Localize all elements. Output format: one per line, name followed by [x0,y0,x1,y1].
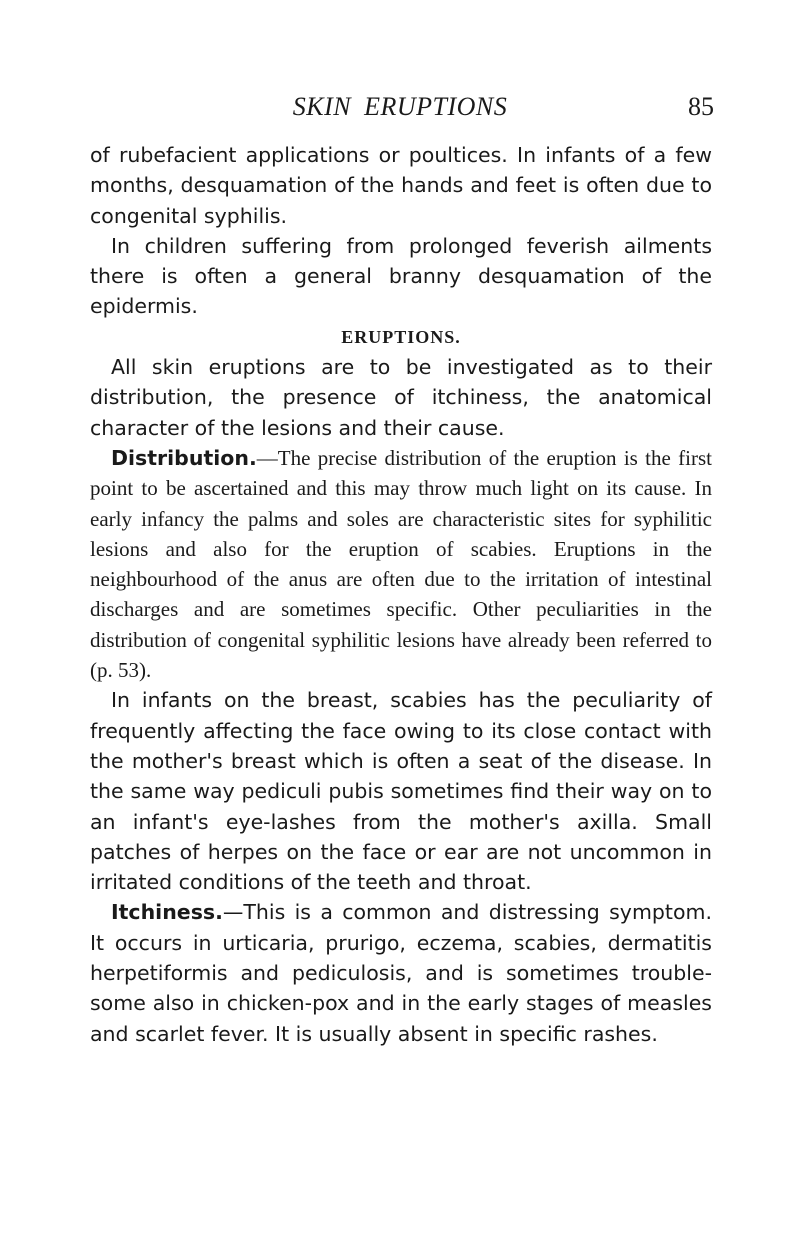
paragraph-eruptions-intro: All skin eruptions are to be investigated as to their distribution, the presence of itchiness, the anatomical character of the lesions and their cause. [90,355,712,440]
run-in-heading-itchiness: Itchiness. [111,900,223,925]
paragraph-desquamation: In children suffering from prolonged feverish ailments there is often a general branny desquamation of the epidermis. [90,233,712,319]
run-in-heading-distribution: Distribution. [111,445,257,470]
running-head-title: SKIN ERUPTIONS [292,92,508,121]
section-heading-eruptions: ERUPTIONS. [341,326,461,347]
paragraph-distribution [90,443,712,685]
paragraph-continuation: of rubefacient applications or poultices. In infants of a few months, desquamation of the hands and feet is often due to congenital syphilis. [90,143,712,228]
body-text [90,140,712,1049]
running-head [0,92,800,126]
paragraph-infants-breast: In infants on the breast, scabies has the peculiarity of frequently affecting the face owing to its close contact with the mother's breast which is often a seat of the disease. In the same way pediculi pubis sometimes find their way on to an infant's eye-lashes from the mother's axilla. Small patches of herpes on the face or ear are not uncommon in irritated conditions of the teeth and throat. [90,688,712,895]
paragraph-itchiness-text: —This is a common and distressing symptom. It occurs in urticaria, prurigo, eczema, scabies, dermatitis herpetiformis and pediculosis, and is sometimes trouble-some also in chicken-pox and in the early stages of measles and scarlet fever. It is usually absent in specific rashes. [90,900,712,1046]
paragraph-itchiness [90,897,712,1048]
paragraph-distribution-text: —The precise distribution of the eruption is the first point to be ascertained and this may throw much light on its cause. In early infancy the palms and soles are characteristic sites for syphilitic lesions and also for the eruption of scabies. Eruptions in the neighbourhood of the anus are often due to the irritation of intestinal discharges and are sometimes specific. Other peculiarities in the distribution of congenital syphilitic lesions have already been referred to (p. 53). [90,445,712,683]
page-number: 85 [688,92,714,121]
